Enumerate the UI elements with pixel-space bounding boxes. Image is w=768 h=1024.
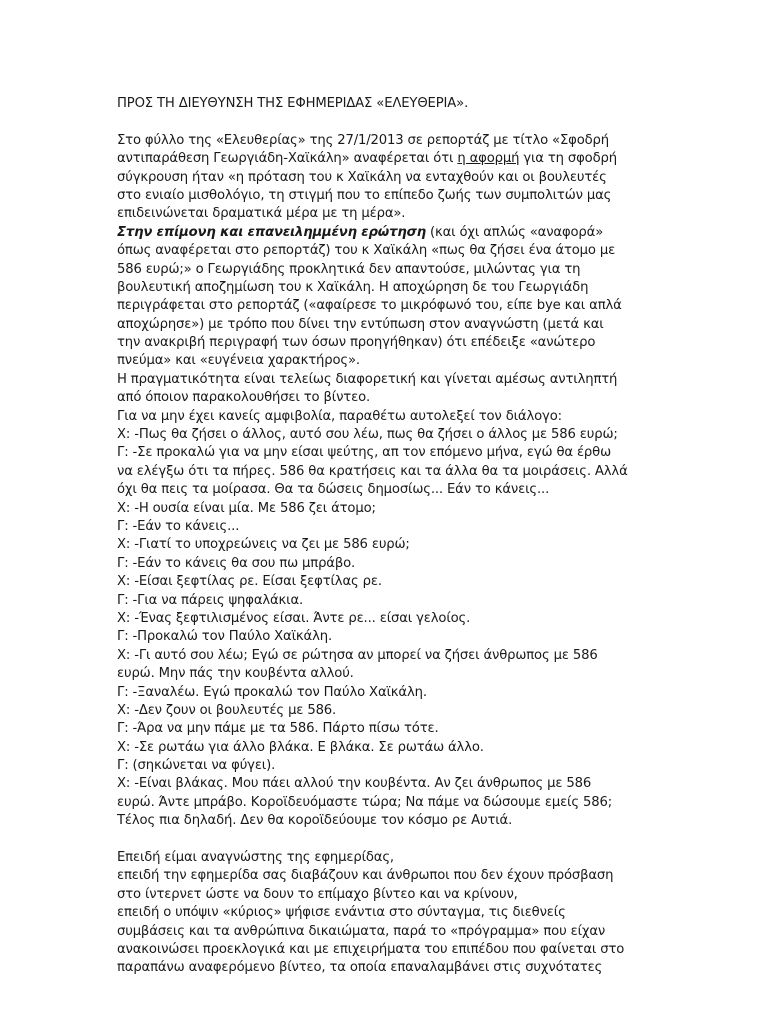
text-fragment: (και όχι απλώς «αναφορά» — [425, 224, 604, 240]
paragraph-line: Για να μην έχει κανείς αμφιβολία, παραθέτω αυτολεξεί τον διάλογο: — [117, 408, 562, 424]
paragraph-line: από όποιον παρακολουθήσει το βίντεο. — [117, 390, 371, 406]
closing-line: επειδή ο υπόψιν «κύριος» ψήφισε ενάντια στο σύνταγμα, τις διεθνείς — [117, 905, 566, 921]
paragraph-line: αποχώρησε») με τρόπο που δίνει την εντύπωση στον αναγνώστη (μετά και — [117, 316, 604, 332]
dialogue-line: Χ: -Γι αυτό σου λέω; Εγώ σε ρώτησα αν μπορεί να ζήσει άνθρωπος με 586 — [117, 647, 598, 663]
closing-line: επειδή την εφημερίδα σας διαβάζουν και άνθρωποι που δεν έχουν πρόσβαση — [117, 868, 614, 884]
closing-line: συμβάσεις και τα ανθρώπινα δικαιώματα, παρά το «πρόγραμμα» που είχαν — [117, 923, 606, 939]
paragraph-line — [117, 150, 662, 168]
dialogue-line: Γ: (σηκώνεται να φύγει). — [117, 758, 276, 774]
paragraph-line: Η πραγματικότητα είναι τελείως διαφορετική και γίνεται αμέσως αντιληπτή — [117, 371, 618, 387]
paragraph-line: περιγράφεται στο ρεπορτάζ («αφαίρεσε το μικρόφωνό του, είπε bye και απλά — [117, 298, 622, 314]
blank-line — [117, 831, 662, 849]
underlined-text: η αφορμή — [457, 151, 520, 167]
letter-body — [117, 95, 662, 978]
dialogue-line: Γ: -Εάν το κάνεις θα σου πω μπράβο. — [117, 555, 356, 571]
closing-line: παραπάνω αναφερόμενο βίντεο, τα οποία επαναλαμβάνει στις συχνότατες — [117, 960, 603, 976]
paragraph-line: Στο φύλλο της «Ελευθερίας» της 27/1/2013 σε ρεπορτάζ με τίτλο «Σφοδρή — [117, 132, 609, 148]
dialogue-line: Γ: -Σε προκαλώ για να μην είσαι ψεύτης, απ τον επόμενο μήνα, εγώ θα έρθω — [117, 445, 611, 461]
dialogue-line: Χ: -Σε ρωτάω για άλλο βλάκα. Ε βλάκα. Σε ρωτάω άλλο. — [117, 739, 484, 755]
dialogue-line: Χ: -Γιατί το υποχρεώνεις να ζει με 586 ευρώ; — [117, 537, 410, 553]
closing-line: ανακοινώσει προεκλογικά και με επιχειρήματα του επιπέδου που φαίνεται στο — [117, 941, 625, 957]
dialogue-line: όχι θα πεις τα μοίρασα. Θα τα δώσεις δημοσίως... Εάν το κάνεις... — [117, 482, 550, 498]
dialogue-line: Χ: -Δεν ζουν οι βουλευτές με 586. — [117, 702, 337, 718]
dialogue-line: Γ: -Ξαναλέω. Εγώ προκαλώ τον Παύλο Χαϊκάλη. — [117, 684, 427, 700]
dialogue-line: Χ: -Ένας ξεφτιλισμένος είσαι. Άντε ρε... είσαι γελοίος. — [117, 610, 471, 626]
blank-line — [117, 113, 662, 131]
paragraph-line: βουλευτική αποζημίωση του κ Χαϊκάλη. Η αποχώρηση δε του Γεωργιάδη — [117, 279, 589, 295]
paragraph-line: πνεύμα» και «ευγένεια χαρακτήρος». — [117, 353, 360, 369]
dialogue-line: να ελέγξω ότι τα πήρες. 586 θα κρατήσεις και τα άλλα θα τα μοιράσεις. Αλλά — [117, 463, 628, 479]
paragraph-line: στο ενιαίο μισθολόγιο, τη στιγμή που το επίπεδο ζωής των συμπολιτών μας — [117, 187, 612, 203]
text-fragment: αντιπαράθεση Γεωργιάδη-Χαϊκάλη» αναφέρεται ότι — [117, 151, 458, 167]
text-fragment: για τη σφοδρή — [519, 151, 617, 167]
letter-heading: ΠΡΟΣ ΤΗ ΔΙΕΥΘΥΝΣΗ ΤΗΣ ΕΦΗΜΕΡΙΔΑΣ «ΕΛΕΥΘΕΡΙΑ». — [117, 96, 469, 111]
closing-line: στο ίντερνετ ώστε να δουν το επίμαχο βίντεο και να κρίνουν, — [117, 886, 518, 902]
paragraph-line: σύγκρουση ήταν «η πρόταση του κ Χαϊκάλη να ενταχθούν και οι βουλευτές — [117, 169, 607, 185]
paragraph-line: επιδεινώνεται δραματικά μέρα με τη μέρα». — [117, 206, 406, 222]
dialogue-line: Γ: -Προκαλώ τον Παύλο Χαϊκάλη. — [117, 629, 332, 645]
dialogue-line: Χ: -Είσαι ξεφτίλας ρε. Είσαι ξεφτίλας ρε. — [117, 574, 382, 590]
dialogue-line: Γ: -Εάν το κάνεις... — [117, 518, 240, 534]
dialogue-line: Γ: -Άρα να μην πάμε με τα 586. Πάρτο πίσω τότε. — [117, 721, 439, 737]
dialogue-line: Χ: -Η ουσία είναι μία. Με 586 ζει άτομο; — [117, 500, 376, 516]
dialogue-line: Τέλος πια δηλαδή. Δεν θα κοροϊδεύουμε τον κόσμο ρε Αυτιά. — [117, 813, 513, 829]
dialogue-line: Χ: -Είναι βλάκας. Μου πάει αλλού την κουβέντα. Αν ζει άνθρωπος με 586 — [117, 776, 592, 792]
emphasized-text: Στην επίμονη και επανειλημμένη ερώτηση — [117, 224, 426, 240]
dialogue-line: ευρώ. Άντε μπράβο. Κοροϊδευόμαστε τώρα; Να πάμε να δώσουμε εμείς 586; — [117, 794, 612, 810]
dialogue-line: Γ: -Για να πάρεις ψηφαλάκια. — [117, 592, 304, 608]
paragraph-line — [117, 224, 662, 242]
closing-line: Επειδή είμαι αναγνώστης της εφημερίδας, — [117, 850, 394, 866]
dialogue-line: Χ: -Πως θα ζήσει ο άλλος, αυτό σου λέω, πως θα ζήσει ο άλλος με 586 ευρώ; — [117, 427, 618, 443]
dialogue-line: ευρώ. Μην πάς την κουβέντα αλλού. — [117, 666, 354, 682]
paragraph-line: την ανακριβή περιγραφή των όσων προηγήθηκαν) ότι επέδειξε «ανώτερο — [117, 335, 596, 351]
paragraph-line: όπως αναφέρεται στο ρεπορτάζ) του κ Χαϊκάλη «πως θα ζήσει ένα άτομο με — [117, 243, 616, 259]
paragraph-line: 586 ευρώ;» ο Γεωργιάδης προκλητικά δεν απαντούσε, μιλώντας για τη — [117, 261, 581, 277]
